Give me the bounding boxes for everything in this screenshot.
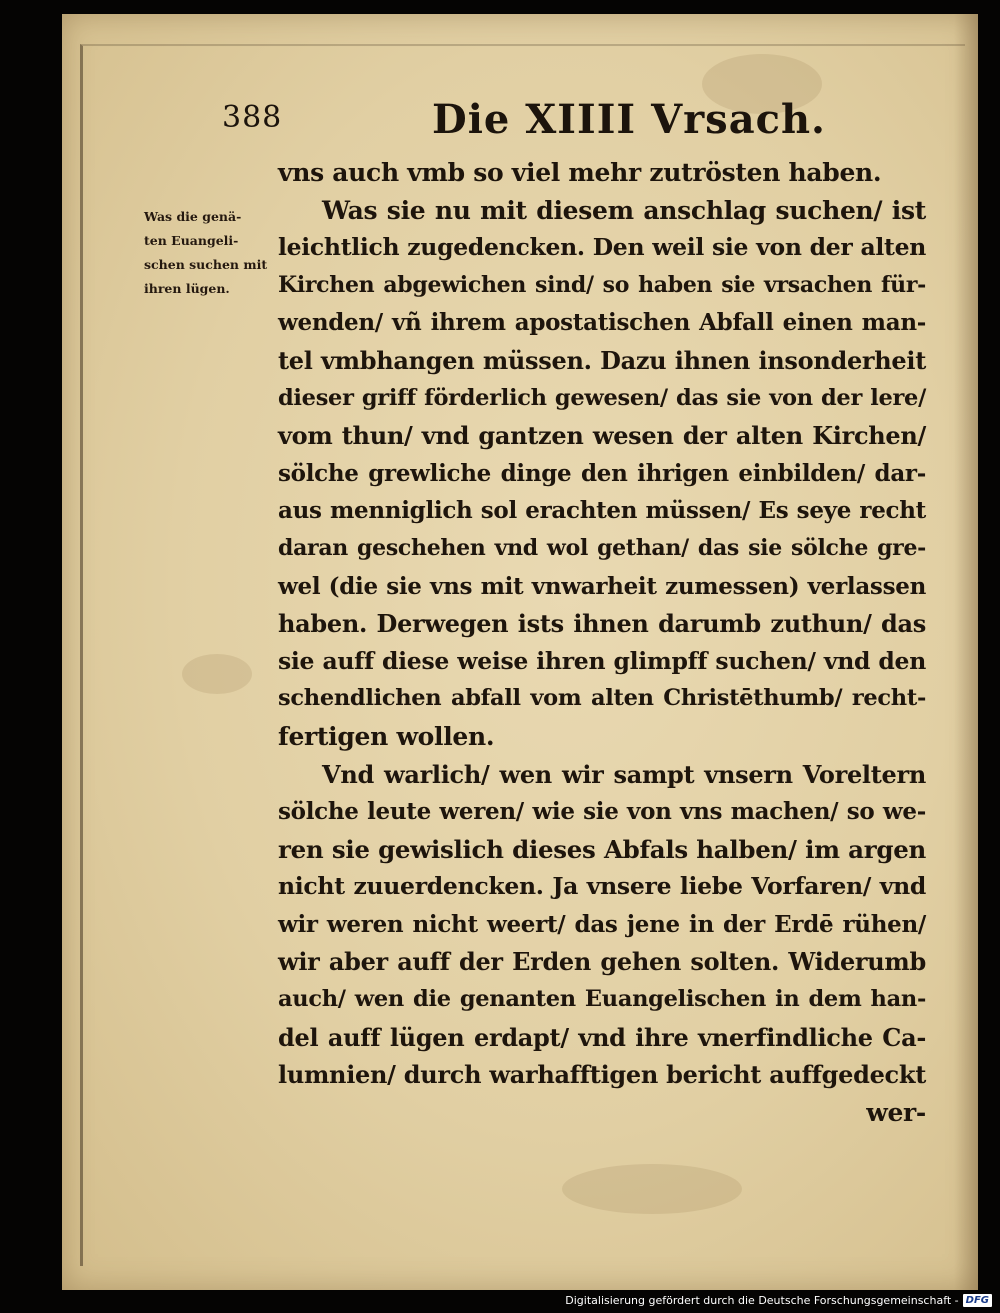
margin-note-line: schen suchen mit [144, 257, 268, 272]
margin-note-line: ihren lügen. [144, 281, 230, 296]
paper-stain [182, 654, 252, 694]
text-line: Vnd warlich/ wen wir sampt vnsern Voreltern [322, 759, 926, 789]
text-line: leichtlich zugedencken. Den weil sie von der alten [278, 233, 926, 262]
text-line: sölche leute weren/ wie sie von vns machen/ so we- [278, 798, 926, 826]
text-line: fertigen wollen. [278, 721, 495, 751]
text-line: Kirchen abgewichen sind/ so haben sie vrsachen für- [278, 271, 926, 298]
text-line: sie auff diese weise ihren glimpff suchen/ vnd den [278, 646, 926, 675]
text-line: wel (die sie vns mit vnwarheit zumessen) verlassen [278, 572, 926, 600]
running-head: Die XIIII Vrsach. [432, 96, 826, 143]
body-text [278, 154, 926, 1131]
text-line: wer- [866, 1097, 926, 1127]
margin-note-line: ten Euangeli- [144, 233, 239, 248]
page-header [222, 96, 842, 156]
margin-note-line: Was die genä- [144, 209, 242, 224]
text-line: aus menniglich sol erachten müssen/ Es seye recht [278, 497, 926, 525]
text-line: wir weren nicht weert/ das jene in der Erdē rühen/ [278, 910, 926, 938]
page-number: 388 [222, 100, 283, 135]
text-line: dieser griff förderlich gewesen/ das sie von der lere/ [278, 384, 926, 411]
page-right-shadow [954, 14, 978, 1290]
text-line: sölche grewliche dinge den ihrigen einbilden/ dar- [278, 459, 926, 487]
text-line: auch/ wen die genanten Euangelischen in dem han- [278, 986, 926, 1013]
text-line: lumnien/ durch warhafftigen bericht auffgedeckt [278, 1060, 926, 1090]
text-line: nicht zuuerdencken. Ja vnsere liebe Vorfaren/ vnd [278, 872, 926, 901]
text-line: wenden/ vñ ihrem apostatischen Abfall einen man- [278, 309, 926, 337]
text-line: ren sie gewislich dieses Abfals halben/ im argen [278, 834, 926, 864]
margin-note [144, 205, 276, 301]
text-line: haben. Derwegen ists ihnen darumb zuthun/ das [278, 609, 926, 639]
text-line: vns auch vmb so viel mehr zutrösten haben. [278, 158, 882, 187]
text-line: schendlichen abfall vom alten Christēthumb/ recht- [278, 685, 926, 712]
text-line: wir aber auff der Erden gehen solten. Widerumb [278, 947, 926, 977]
text-line: vom thun/ vnd gantzen wesen der alten Kirchen/ [278, 421, 926, 451]
paper-stain [562, 1164, 742, 1214]
dfg-logo: DFG [963, 1294, 992, 1307]
text-line: tel vmbhangen müssen. Dazu ihnen insonderheit [278, 345, 926, 375]
text-line: Was sie nu mit diesem anschlag suchen/ ist [322, 195, 926, 225]
text-line: del auff lügen erdapt/ vnd ihre vnerfindliche Ca- [278, 1022, 926, 1052]
footer-credit-text: Digitalisierung gefördert durch die Deutsche Forschungsgemeinschaft - [565, 1293, 959, 1307]
footer-credit [565, 1291, 992, 1309]
text-line: daran geschehen vnd wol gethan/ das sie sölche gre- [278, 534, 926, 561]
